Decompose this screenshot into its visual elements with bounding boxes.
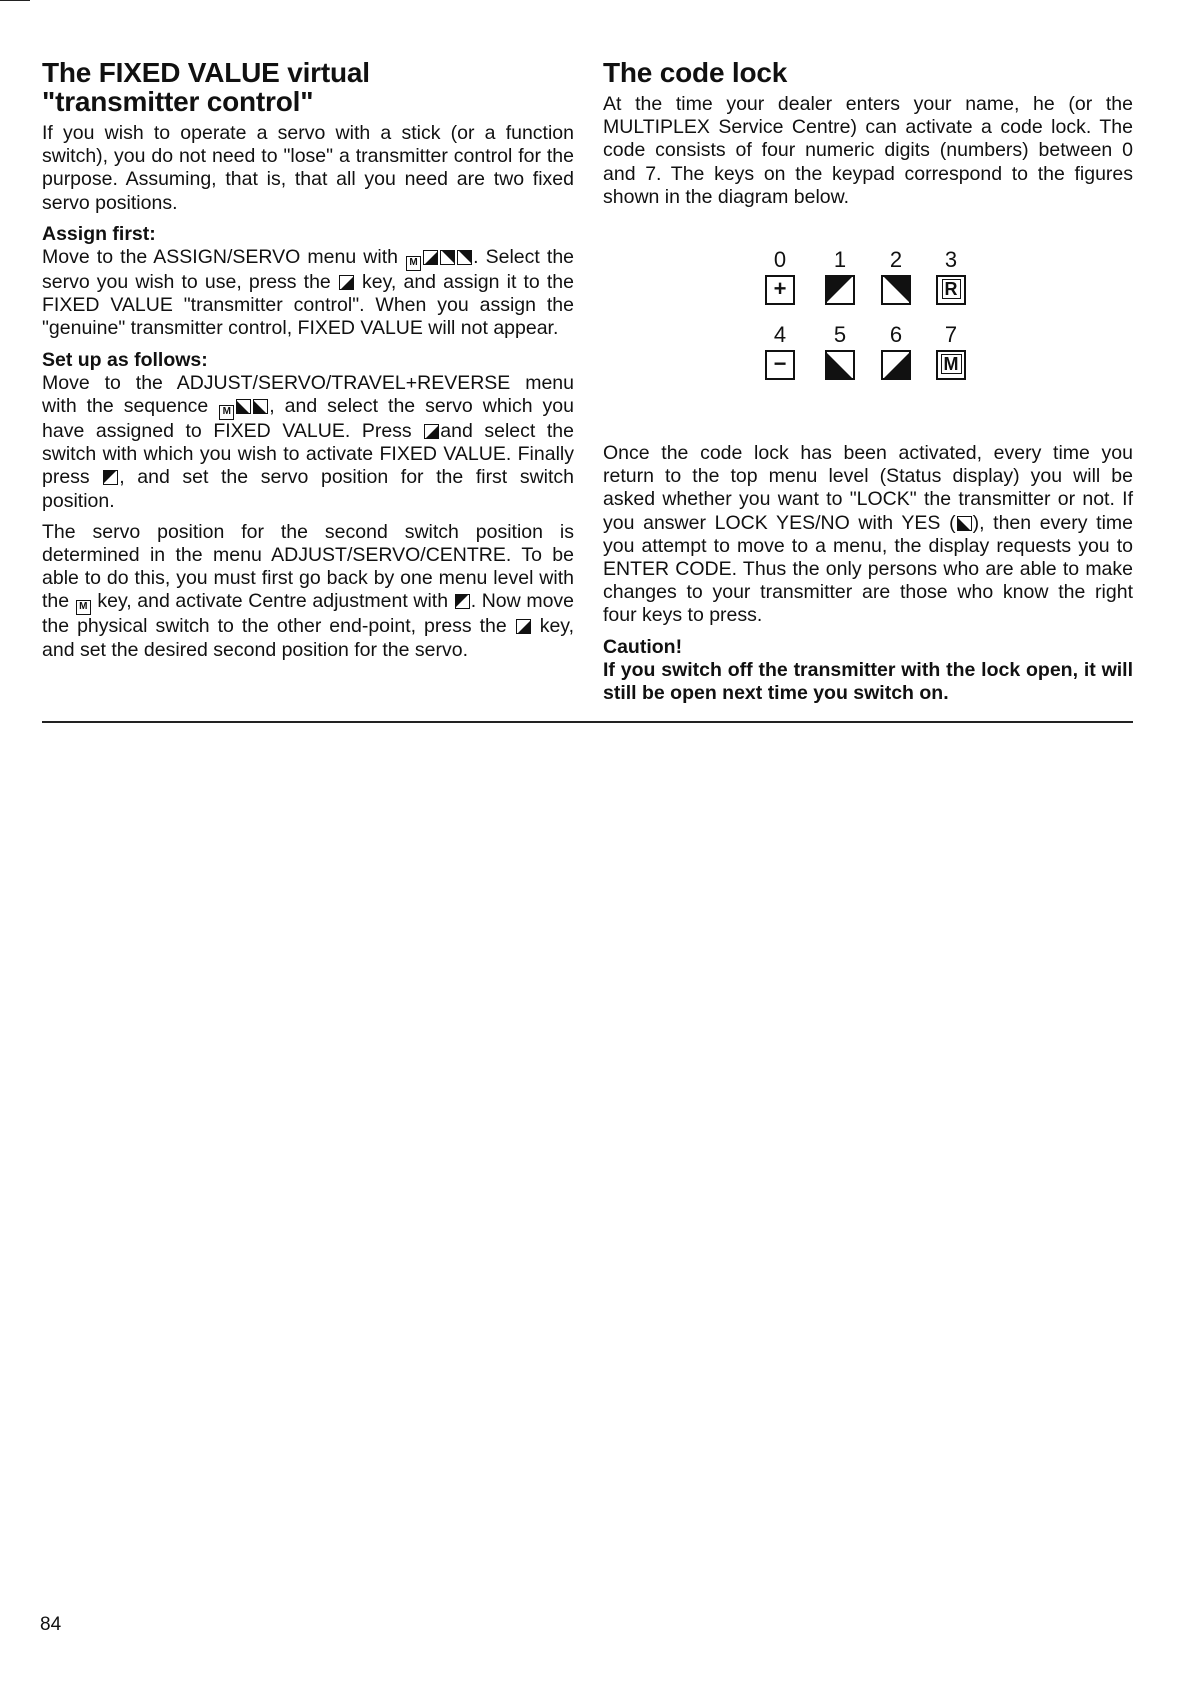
keypad-digit: 7 (944, 322, 958, 348)
r-key-icon: R (936, 275, 966, 305)
keypad-digit: 4 (773, 322, 787, 348)
key-top-right-icon (457, 250, 472, 265)
key-bottom-right-icon (423, 250, 438, 265)
activated-paragraph: Once the code lock has been activated, every time you return to the top menu level (Status display) you will be asked whether you want to "LOCK" the transmitter or not. If you answer LOCK YES/NO with YES ( ), then every time you attempt to move to a menu, the display requests you to ENTER CODE. Thus the only persons who are able to make changes to your transmitter are those who know the right four keys to press. (603, 442, 1133, 627)
menu-key-icon: M (406, 256, 421, 271)
left-column (42, 58, 574, 670)
fixed-value-intro: If you wish to operate a servo with a stick (or a function switch), you do not need to "lose" a transmitter control for the purpose. Assuming, that is, that all you need are two fixed servo positions. (42, 122, 574, 214)
fixed-value-title: The FIXED VALUE virtual "transmitter control" (42, 57, 370, 117)
assign-first-heading: Assign first: (42, 222, 156, 245)
key-top-left-icon (825, 275, 855, 305)
key-bottom-left-icon (957, 516, 972, 531)
top-corner-rule (0, 0, 30, 1)
keypad-digit: 2 (889, 247, 903, 273)
key-bottom-right-icon (881, 350, 911, 380)
caution-heading: Caution! (603, 635, 683, 658)
code-lock-title: The code lock (603, 57, 788, 88)
keypad-digit: 1 (833, 247, 847, 273)
m-key-icon: M (936, 350, 966, 380)
key-top-right-icon (881, 275, 911, 305)
setup-paragraph: Move to the ADJUST/SERVO/TRAVEL+REVERSE menu with the sequence M , and select the servo which you have assigned to FIXED VALUE. Press and select the switch with which you wish to activate FIXED VALUE. Finally press , and set the servo position for the first switch position. (42, 371, 574, 512)
keypad-digit: 5 (833, 322, 847, 348)
key-bottom-right-icon (424, 424, 439, 439)
keypad-digit: 3 (944, 247, 958, 273)
section-divider (42, 721, 1133, 723)
plus-key-icon: + (765, 275, 795, 305)
right-column (603, 58, 1133, 713)
key-bottom-left-icon (253, 399, 268, 414)
assign-first-paragraph: Move to the ASSIGN/SERVO menu with M . Select the servo you wish to use, press the key, and assign it to the FIXED VALUE "transmitter control". When you assign the "genuine" transmitter control, FIXED VALUE will not appear. (42, 246, 575, 340)
keypad-digit: 6 (889, 322, 903, 348)
menu-key-icon: M (76, 600, 91, 615)
minus-key-icon: − (765, 350, 795, 380)
keypad-diagram (603, 247, 1133, 422)
key-bottom-right-icon (339, 275, 354, 290)
key-bottom-left-icon (236, 399, 251, 414)
key-bottom-right-icon (516, 619, 531, 634)
key-top-right-icon (440, 250, 455, 265)
key-top-left-icon (103, 470, 118, 485)
keypad-digit: 0 (773, 247, 787, 273)
key-top-left-icon (455, 594, 470, 609)
second-position-paragraph: The servo position for the second switch position is determined in the menu ADJUST/SERVO/CENTRE. To be able to do this, you must first go back by one menu level with the M key, and activate Centre adjustment with . Now move the physical switch to the other end-point, press the key, and set the desired second position for the servo. (42, 520, 575, 661)
menu-key-icon: M (219, 405, 234, 420)
key-bottom-left-icon (825, 350, 855, 380)
page-number: 84 (40, 1614, 62, 1635)
setup-heading: Set up as follows: (42, 348, 208, 371)
code-lock-intro: At the time your dealer enters your name, he (or the MULTIPLEX Service Centre) can activate a code lock. The code consists of four numeric digits (numbers) between 0 and 7. The keys on the keypad correspond to the figures shown in the diagram below. (603, 93, 1133, 208)
caution-text: If you switch off the transmitter with the lock open, it will still be open next time you switch on. (603, 658, 1133, 705)
